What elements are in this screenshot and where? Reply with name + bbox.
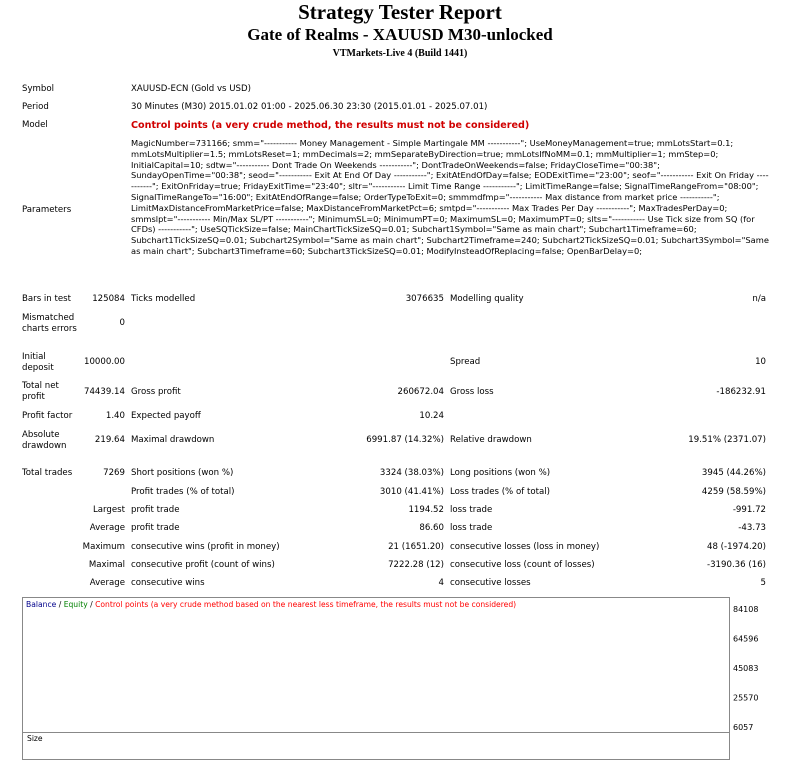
avg-wins-label: consecutive wins — [131, 578, 205, 588]
avg-losses-label: consecutive losses — [450, 578, 531, 588]
average-profit-label: profit trade — [131, 523, 180, 533]
maximal-loss-label: consecutive loss (count of losses) — [450, 560, 595, 570]
average-loss-value: -43.73 — [738, 523, 766, 533]
payoff-value: 10.24 — [419, 411, 444, 421]
size-histogram — [22, 732, 730, 760]
deposit-value: 10000.00 — [83, 357, 125, 367]
reldd-label: Relative drawdown — [450, 435, 532, 445]
average-loss-label: loss trade — [450, 523, 493, 533]
y-tick-label: 6057 — [733, 723, 754, 732]
x-axis — [0, 762, 800, 776]
trades-value: 7269 — [103, 468, 125, 478]
parameters-value: MagicNumber=731166; smm="----------- Money Management - Simple Martingale MM -----------"; UseMoneyManagement=true; mmLotsStart=0.1; mmLotsMultiplier=1.5; mmLotsReset=1; mmDecimals=2; mmSeparateByDirection=true; mmLotsIfNoMM=0.1; mmMultiplier=1; mmStep=0; InitialCapital=10; sdtw="----------- Dont Trade On Weekends -----------"; DontTradeOnWeekends=false; FridayCloseTime="00:38"; SundayOpenTime="00:38"; seod="----------- Exit At End Of Day -----------"; ExitAtEndOfDay=false; EODExitTime="23:00"; seof="----------- Exit On Friday -----------"; ExitOnFriday=true; FridayExitTime="23:40"; sltr="----------- Limit Time Range -----------"; LimitTimeRange=false; SignalTimeRangeFrom="08:00"; SignalTimeRangeTo="16:00"; ExitAtEndOfRange=false; OrderTypeToExit=0; smmmdfmp="----------- Max distance from market price -----------"; LimitMaxDistanceFromMarketPrice=false; MaxDistanceFromMarketPct=6; smtpd="----------- Max Trades Per Day -----------"; MaxTradesPerDay=0; smmslpt="----------- Min/Max SL/PT -----------"; MinimumSL=0; MinimumPT=0; MaximumSL=0; MaximumPT=0; slts="----------- Use Tick size from SQ (for CFDs) -----------"; UseSQTickSize=false; MainChartTickSizeSQ=0.01; Subchart1Symbol="Same as main chart"; Subchart1Timeframe=60; Subchart1TickSizeSQ=0.01; Subchart2Symbol="Same as main chart"; Subchart2Timeframe=240; Subchart2TickSizeSQ=0.01; Subchart3Symbol="Same as main chart"; Subchart3Timeframe=60; Subchart3TickSizeSQ=0.01; ModifyInsteadOfReplacing=false; OpenBarDelay=0; — [131, 138, 769, 256]
deposit-label-2: deposit — [22, 363, 54, 373]
short-value: 3324 (38.03%) — [379, 468, 444, 478]
max-losses-label: consecutive losses (loss in money) — [450, 542, 600, 552]
ticks-value: 3076635 — [405, 294, 444, 304]
largest-loss-value: -991.72 — [732, 505, 766, 515]
avg-losses-value: 5 — [760, 578, 766, 588]
spread-label: Spread — [450, 357, 481, 367]
netprofit-label-2: profit — [22, 392, 45, 402]
legend-equity: Equity — [63, 600, 88, 609]
largest-loss-label: loss trade — [450, 505, 493, 515]
max-wins-value: 21 (1651.20) — [388, 542, 444, 552]
losstrades-label: Loss trades (% of total) — [450, 487, 550, 497]
average-label: Average — [89, 523, 125, 533]
y-tick-label: 84108 — [733, 605, 759, 614]
model-value: Control points (a very crude method, the results must not be considered) — [131, 120, 530, 131]
short-label: Short positions (won %) — [131, 468, 234, 478]
grossprofit-label: Gross profit — [131, 387, 181, 397]
chart-plot — [23, 598, 729, 733]
spread-value: 10 — [755, 357, 766, 367]
legend-balance: Balance — [26, 600, 57, 609]
bars-label: Bars in test — [22, 294, 71, 304]
maxdd-label: Maximal drawdown — [131, 435, 215, 445]
legend-separator: / — [56, 600, 64, 609]
ticks-label: Ticks modelled — [131, 294, 196, 304]
model-label: Model — [22, 120, 48, 130]
max-losses-value: 48 (-1974.20) — [706, 542, 766, 552]
period-label: Period — [22, 102, 49, 112]
netprofit-value: 74439.14 — [83, 387, 125, 397]
losstrades-value: 4259 (58.59%) — [701, 487, 766, 497]
grossloss-value: -186232.91 — [716, 387, 766, 397]
maxdd-value: 6991.87 (14.32%) — [366, 435, 444, 445]
reldd-value: 19.51% (2371.07) — [688, 435, 766, 445]
symbol-label: Symbol — [22, 84, 55, 94]
grossloss-label: Gross loss — [450, 387, 494, 397]
parameters-label: Parameters — [22, 205, 72, 215]
y-tick-label: 45083 — [733, 663, 759, 673]
largest-profit-value: 1194.52 — [408, 505, 444, 515]
mismatch-label: Mismatched — [22, 313, 75, 323]
average-consec-label: Average — [89, 578, 125, 588]
absdd-value: 219.64 — [94, 435, 125, 445]
long-value: 3945 (44.26%) — [701, 468, 766, 478]
long-label: Long positions (won %) — [450, 468, 551, 478]
maximum-label: Maximum — [82, 542, 125, 552]
absdd-label: Absolute — [22, 430, 60, 440]
max-wins-label: consecutive wins (profit in money) — [131, 542, 280, 552]
trades-label: Total trades — [22, 468, 73, 478]
y-tick-label: 64596 — [733, 634, 759, 644]
payoff-label: Expected payoff — [131, 411, 201, 421]
absdd-label-2: drawdown — [22, 441, 67, 451]
average-profit-value: 86.60 — [419, 523, 444, 533]
avg-wins-value: 4 — [438, 578, 444, 588]
quality-label: Modelling quality — [450, 294, 524, 304]
legend-separator: / — [87, 600, 96, 609]
size-plot — [23, 733, 729, 759]
symbol-value: XAUUSD-ECN (Gold vs USD) — [131, 84, 251, 94]
bars-value: 125084 — [92, 294, 125, 304]
y-tick-label: 25570 — [733, 693, 759, 703]
server-name: VTMarkets-Live 4 (Build 1441) — [332, 48, 468, 59]
size-label: Size — [27, 734, 43, 743]
pf-value: 1.40 — [105, 411, 125, 421]
mismatch-label-2: charts errors — [22, 324, 77, 334]
legend-note: Control points (a very crude method based on the nearest less timeframe, the results must not be considered) — [95, 600, 517, 609]
maximal-label: Maximal — [88, 560, 125, 570]
report-title: Strategy Tester Report — [298, 0, 502, 24]
maximal-profit-value: 7222.28 (12) — [388, 560, 444, 570]
deposit-label: Initial — [22, 352, 46, 362]
period-value: 30 Minutes (M30) 2015.01.02 01:00 - 2025.06.30 23:30 (2015.01.01 - 2025.07.01) — [131, 102, 488, 112]
maximal-loss-value: -3190.36 (16) — [706, 560, 766, 570]
balance-chart — [22, 597, 730, 734]
quality-value: n/a — [752, 294, 766, 304]
grossprofit-value: 260672.04 — [397, 387, 444, 397]
mismatch-value: 0 — [119, 318, 125, 328]
largest-profit-label: profit trade — [131, 505, 180, 515]
profittrades-value: 3010 (41.41%) — [379, 487, 444, 497]
netprofit-label: Total net — [22, 381, 59, 391]
profittrades-label: Profit trades (% of total) — [131, 487, 235, 497]
maximal-profit-label: consecutive profit (count of wins) — [131, 560, 275, 570]
report-subtitle: Gate of Realms - XAUUSD M30-unlocked — [247, 25, 553, 44]
pf-label: Profit factor — [22, 411, 73, 421]
largest-label: Largest — [92, 505, 125, 515]
